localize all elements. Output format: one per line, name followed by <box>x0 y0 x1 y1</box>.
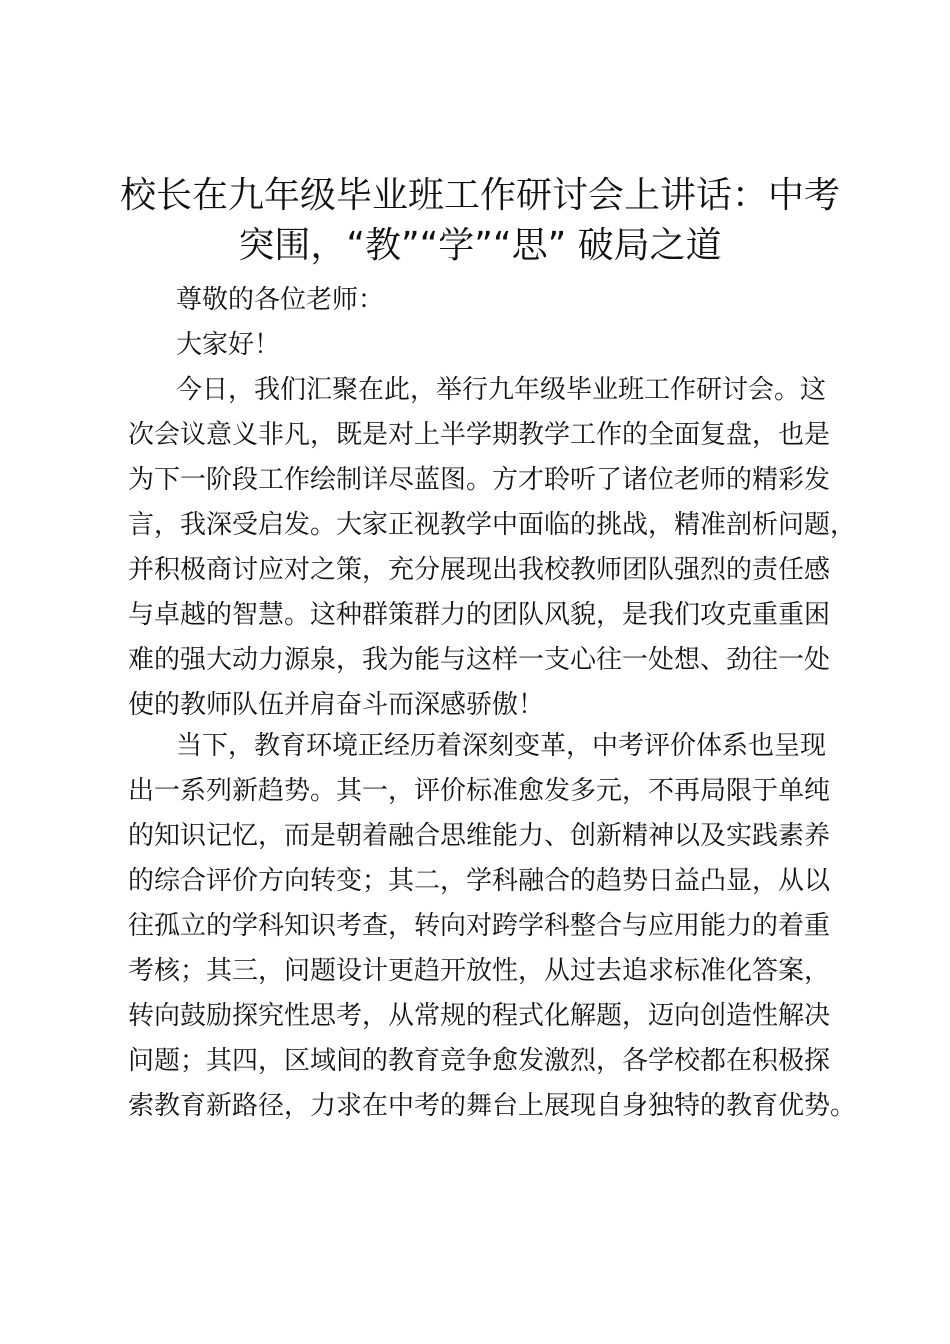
paragraph-1-line: 并积极商讨应对之策，充分展现出我校教师团队强烈的责任感 <box>128 555 831 585</box>
paragraph-2-line: 索教育新路径，力求在中考的舞台上展现自身独特的教育优势。 <box>128 1091 857 1121</box>
greeting: 大家好！ <box>176 330 281 360</box>
paragraph-2-line: 当下，教育环境正经历着深刻变革，中考评价体系也呈现 <box>176 731 827 761</box>
paragraph-2-line: 往孤立的学科知识考查，转向对跨学科整合与应用能力的着重 <box>128 911 831 941</box>
salutation: 尊敬的各位老师： <box>176 285 385 315</box>
paragraph-1-line: 为下一阶段工作绘制详尽蓝图。方才聆听了诸位老师的精彩发 <box>128 465 831 495</box>
paragraph-1-line: 与卓越的智慧。这种群策群力的团队风貌，是我们攻克重重困 <box>128 600 831 630</box>
paragraph-2-line: 出一系列新趋势。其一，评价标准愈发多元，不再局限于单纯 <box>128 776 831 806</box>
paragraph-1-line: 今日，我们汇聚在此，举行九年级毕业班工作研讨会。这 <box>176 375 827 405</box>
paragraph-2-line: 的知识记忆，而是朝着融合思维能力、创新精神以及实践素养 <box>128 821 831 851</box>
document-title-line-2: 突围，“教”“学”“思” 破局之道 <box>238 225 722 266</box>
paragraph-1-line: 使的教师队伍并肩奋斗而深感骄傲！ <box>128 690 545 720</box>
paragraph-2-line: 的综合评价方向转变；其二，学科融合的趋势日益凸显，从以 <box>128 866 831 896</box>
document-title-line-1: 校长在九年级毕业班工作研讨会上讲话：中考 <box>120 175 841 216</box>
paragraph-2-line: 问题；其四，区域间的教育竞争愈发激烈，各学校都在积极探 <box>128 1046 831 1076</box>
paragraph-1-line: 难的强大动力源泉，我为能与这样一支心往一处想、劲往一处 <box>128 645 831 675</box>
paragraph-2-line: 转向鼓励探究性思考，从常规的程式化解题，迈向创造性解决 <box>128 1001 831 1031</box>
paragraph-1-line: 次会议意义非凡，既是对上半学期教学工作的全面复盘，也是 <box>128 420 831 450</box>
paragraph-1-line: 言，我深受启发。大家正视教学中面临的挑战，精准剖析问题， <box>128 510 857 540</box>
paragraph-2-line: 考核；其三，问题设计更趋开放性，从过去追求标准化答案， <box>128 956 831 986</box>
